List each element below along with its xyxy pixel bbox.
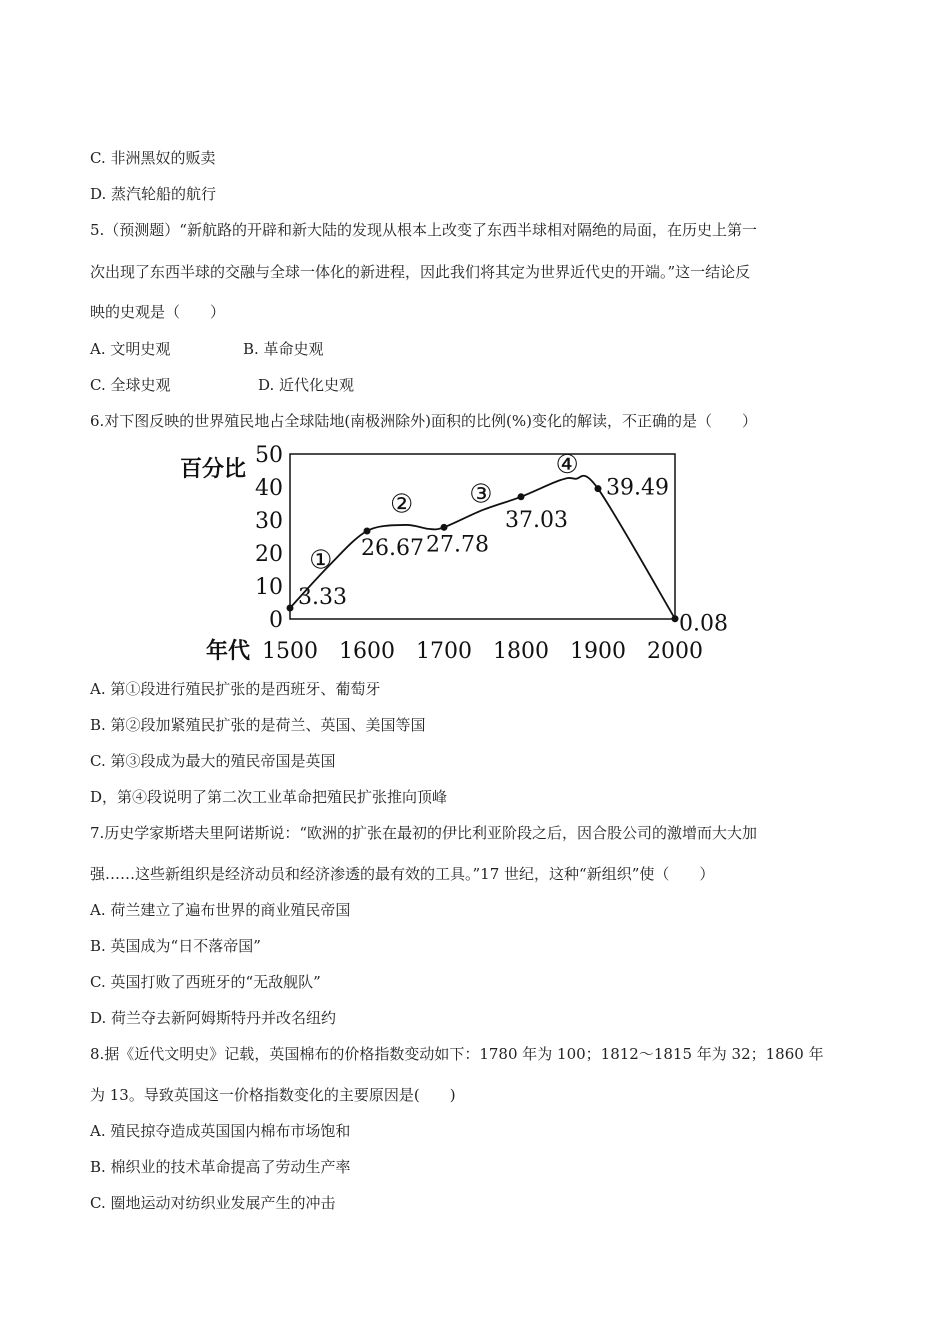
x-tick-label: 1500 — [262, 639, 318, 664]
data-value-label: 27.78 — [426, 532, 489, 558]
colony-area-chart — [178, 442, 738, 672]
question-7-option-d: D. 荷兰夺去新阿姆斯特丹并改名纽约 — [90, 1009, 337, 1027]
data-point-marker — [364, 527, 371, 534]
question-6-option-c: C. 第③段成为最大的殖民帝国是英国 — [90, 752, 336, 770]
y-tick-label: 40 — [255, 476, 283, 501]
segment-label: ① — [309, 545, 333, 576]
question-5-line-3: 映的史观是（ ） — [90, 303, 226, 321]
y-tick-label: 20 — [255, 542, 283, 567]
y-axis-label: 百分比 — [180, 456, 247, 482]
data-point-marker — [518, 493, 525, 500]
question-6-option-a: A. 第①段进行殖民扩张的是西班牙、葡萄牙 — [90, 680, 381, 698]
data-value-label: 0.08 — [679, 611, 728, 637]
data-point-marker — [672, 615, 679, 622]
question-7-option-b: B. 英国成为“日不落帝国” — [90, 937, 261, 955]
y-tick-label: 50 — [255, 443, 283, 468]
question-8-option-b: B. 棉织业的技术革命提高了劳动生产率 — [90, 1158, 351, 1176]
y-tick-label: 10 — [255, 575, 283, 600]
x-axis-label: 年代 — [206, 638, 251, 664]
data-value-label: 26.67 — [361, 535, 424, 561]
data-value-label: 3.33 — [298, 585, 347, 611]
question-5-option-b: B. 革命史观 — [243, 340, 324, 358]
x-tick-label: 1800 — [493, 639, 549, 664]
question-8-line-1: 8.据《近代文明史》记载，英国棉布的价格指数变动如下：1780 年为 100；1812～1815 年为 32；1860 年 — [90, 1045, 824, 1063]
line-option-d-prev: D. 蒸汽轮船的航行 — [90, 185, 217, 203]
y-tick-label: 30 — [255, 509, 283, 534]
question-7-option-c: C. 英国打败了西班牙的“无敌舰队” — [90, 973, 321, 991]
x-tick-label: 2000 — [647, 639, 703, 664]
segment-label: ③ — [469, 479, 493, 510]
data-point-marker — [595, 485, 602, 492]
x-tick-label: 1600 — [339, 639, 395, 664]
question-7-line-2: 强……这些新组织是经济动员和经济渗透的最有效的工具。”17 世纪，这种“新组织”使（ ） — [90, 865, 715, 883]
data-point-marker — [441, 524, 448, 531]
question-5-option-a: A. 文明史观 — [90, 340, 171, 358]
question-8-option-c: C. 圈地运动对纺织业发展产生的冲击 — [90, 1194, 336, 1212]
question-7-line-1: 7.历史学家斯塔夫里阿诺斯说：“欧洲的扩张在最初的伊比利亚阶段之后，因合股公司的激增而大大加 — [90, 824, 757, 842]
question-5-line-2: 次出现了东西半球的交融与全球一体化的新进程，因此我们将其定为世界近代史的开端。”这一结论反 — [90, 263, 751, 281]
question-8-option-a: A. 殖民掠夺造成英国国内棉布市场饱和 — [90, 1122, 351, 1140]
question-6-stem: 6.对下图反映的世界殖民地占全球陆地(南极洲除外)面积的比例(%)变化的解读，不正确的是（ ） — [90, 412, 757, 430]
segment-label: ② — [389, 489, 414, 520]
question-6-option-d: D，第④段说明了第二次工业革命把殖民扩张推向顶峰 — [90, 788, 448, 806]
x-tick-label: 1900 — [570, 639, 626, 664]
data-point-marker — [287, 605, 294, 612]
question-5-line-1: 5.（预测题）“新航路的开辟和新大陆的发现从根本上改变了东西半球相对隔绝的局面，在历史上第一 — [90, 221, 757, 239]
data-value-label: 39.49 — [606, 475, 669, 501]
y-tick-label: 0 — [269, 608, 283, 633]
segment-label: ④ — [555, 449, 579, 480]
question-8-line-2: 为 13。导致英国这一价格指数变化的主要原因是( ) — [90, 1086, 456, 1104]
question-5-option-c: C. 全球史观 — [90, 376, 171, 394]
x-tick-label: 1700 — [416, 639, 472, 664]
question-6-option-b: B. 第②段加紧殖民扩张的是荷兰、英国、美国等国 — [90, 716, 426, 734]
data-value-label: 37.03 — [505, 507, 568, 533]
line-option-c-prev: C. 非洲黑奴的贩卖 — [90, 149, 216, 167]
question-5-option-d: D. 近代化史观 — [258, 376, 355, 394]
question-7-option-a: A. 荷兰建立了遍布世界的商业殖民帝国 — [90, 901, 351, 919]
